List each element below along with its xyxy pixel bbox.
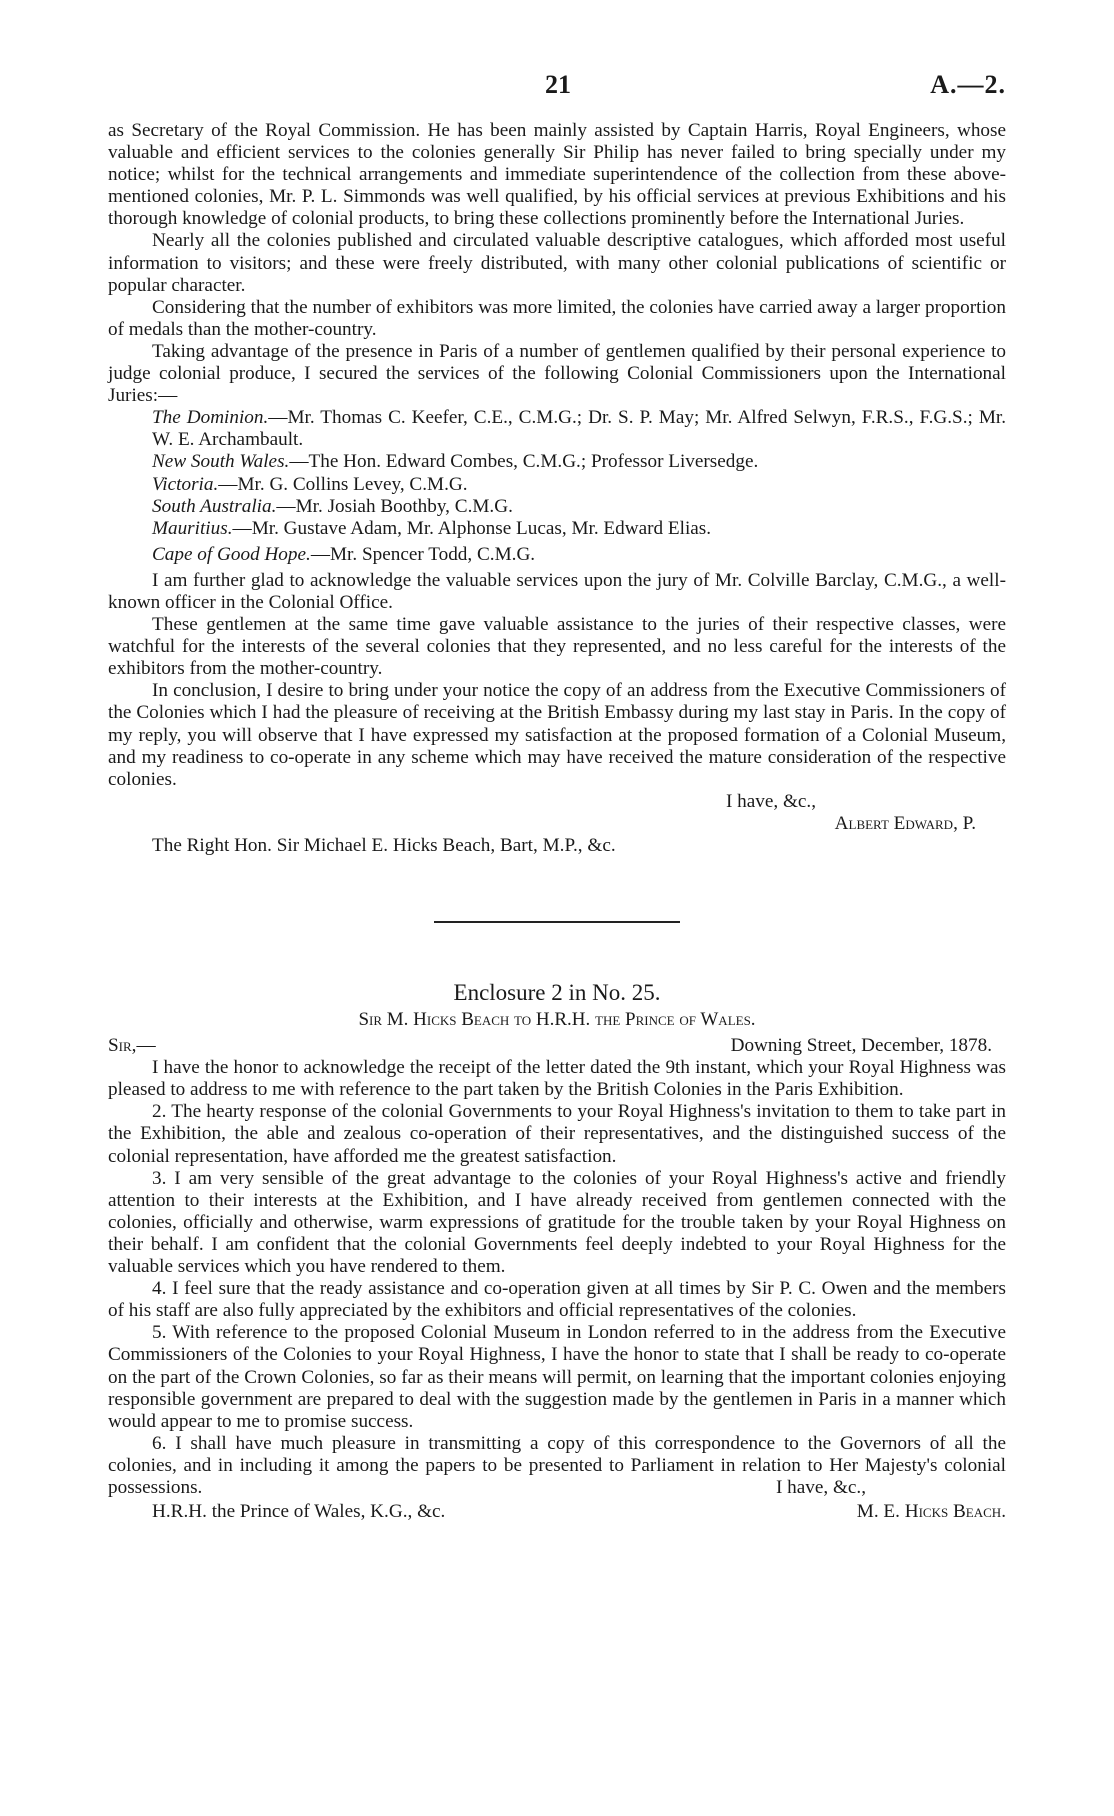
juror-names: —Mr. G. Collins Levey, C.M.G. (218, 473, 468, 495)
section-divider (434, 921, 680, 923)
page-number: 21 (545, 70, 571, 99)
dateline: Downing Street, December, 1878. (730, 1035, 992, 1057)
juror-entry (108, 407, 1006, 451)
paragraph: Nearly all the colonies published and circulated valuable descriptive catalogues, which afforded most useful information to visitors; and these were freely distributed, with many other colonial publications of scientific or popular character. (108, 230, 1006, 296)
page-header (0, 70, 1114, 110)
enclosure-title: Enclosure 2 in No. 25. (453, 980, 661, 1006)
paragraph-text: 6. I shall have much pleasure in transmitting a copy of this correspondence to the Governors of all the colonies, and in including it among the papers to be presented to Parliament in relation to Her Majesty's colonial possessions. (108, 1432, 1006, 1498)
paragraph: These gentlemen at the same time gave valuable assistance to the juries of their respective classes, were watchful for the interests of the several colonies that they represented, and no less careful for the interests of the exhibitors from the mother-country. (108, 614, 1006, 680)
salutation-line (108, 1035, 1006, 1057)
paragraph (108, 1433, 1006, 1499)
letter-signature: Albert Edward, P. (834, 812, 976, 834)
juror-names: —Mr. Josiah Boothby, C.M.G. (276, 495, 513, 517)
letter-addressee: The Right Hon. Sir Michael E. Hicks Beach, Bart, M.P., &c. (152, 835, 616, 856)
closing-formula: I have, &c., (725, 790, 816, 812)
colony-name: South Australia. (152, 495, 277, 517)
juror-entry (152, 518, 1006, 540)
colony-name: New South Wales. (152, 451, 290, 473)
juror-names: —The Hon. Edward Combes, C.M.G.; Professor Liversedge. (289, 451, 759, 473)
paragraph: 2. The hearty response of the colonial Governments to your Royal Highness's invitation to them to take part in the Exhibition, the able and zealous co-operation of their representatives, and the distinguished success of the colonial representation, have afforded me the greatest satisfaction. (108, 1101, 1006, 1167)
paragraph: I am further glad to acknowledge the valuable services upon the jury of Mr. Colville Barclay, C.M.G., a well-known officer in the Colonial Office. (108, 569, 1006, 613)
document-reference: A.—2. (930, 70, 1006, 99)
salutation: Sir,— (108, 1035, 156, 1057)
juror-names: —Mr. Spencer Todd, C.M.G. (310, 543, 536, 565)
paragraph: 4. I feel sure that the ready assistance and co-operation given at all times by Sir P. C. Owen and the members of his staff are also fully appreciated by the exhibitors and official representatives of the colonies. (108, 1278, 1006, 1322)
page-body (108, 120, 1006, 1523)
letter-signature: M. E. Hicks Beach. (856, 1501, 1006, 1523)
juror-names: —Mr. Thomas C. Keefer, C.E., C.M.G.; Dr. S. P. May; Mr. Alfred Selwyn, F.R.S., F.G.S.; Mr. W. E. Archambault. (152, 407, 1007, 451)
colony-name: Victoria. (152, 473, 219, 495)
juror-list (108, 407, 1006, 566)
juror-entry (152, 474, 1006, 496)
juror-entry (152, 451, 1006, 473)
paragraph: 3. I am very sensible of the great advantage to the colonies of your Royal Highness's active and friendly attention to their interests at the Exhibition, and I have already received from gentlemen connected with the colonies, officially and otherwise, warm expressions of gratitude for the trouble taken by your Royal Highness on their behalf. I am confident that the colonial Governments feel deeply indebted to your Royal Highness for the valuable services which you have rendered to them. (108, 1167, 1006, 1278)
closing-formula: I have, &c., (775, 1476, 866, 1498)
colony-name: Cape of Good Hope. (152, 543, 311, 565)
paragraph: 5. With reference to the proposed Colonial Museum in London referred to in the address from the Executive Commissioners of the Colonies to your Royal Highness, I have the honor to state that I shall be ready to co-operate on the part of the Crown Colonies, so far as their means will permit, on learning that the important colonies enjoying responsible government are prepared to deal with the suggestion made by the gentlemen in Paris in a manner which would appear to me to promise success. (108, 1322, 1006, 1432)
juror-entry (152, 544, 1006, 566)
letter-closer (108, 1501, 1006, 1523)
paragraph: Taking advantage of the presence in Paris of a number of gentlemen qualified by their personal experience to judge colonial produce, I secured the services of the following Colonial Commissioners upon the International Juries:— (108, 340, 1006, 407)
colony-name: The Dominion. (152, 407, 269, 429)
enclosure-subtitle: Sir M. Hicks Beach to H.R.H. the Prince of Wales. (358, 1009, 756, 1031)
colony-name: Mauritius. (152, 517, 233, 539)
letter-addressee: H.R.H. the Prince of Wales, K.G., &c. (152, 1501, 446, 1523)
juror-entry (152, 496, 1006, 518)
paragraph: I have the honor to acknowledge the receipt of the letter dated the 9th instant, which your Royal Highness was pleased to address to me with reference to the part taken by the British Colonies in the Paris Exhibition. (108, 1057, 1006, 1101)
juror-names: —Mr. Gustave Adam, Mr. Alphonse Lucas, Mr. Edward Elias. (232, 517, 712, 539)
paragraph: as Secretary of the Royal Commission. He has been mainly assisted by Captain Harris, Royal Engineers, whose valuable and efficient services to the colonies generally Sir Philip has never failed to bring specially under my notice; whilst for the technical arrangements and immediate superintendence of the collection from these above-mentioned colonies, Mr. P. L. Simmonds was well qualified, by his official services at previous Exhibitions and his thorough knowledge of colonial products, to bring these collections prominently before the International Juries. (108, 120, 1006, 230)
paragraph: In conclusion, I desire to bring under your notice the copy of an address from the Executive Commissioners of the Colonies which I had the pleasure of receiving at the British Embassy during my last stay in Paris. In the copy of my reply, you will observe that I have expressed my satisfaction at the proposed formation of a Colonial Museum, and my readiness to co-operate in any scheme which may have received the mature consideration of the respective colonies. (108, 680, 1006, 790)
paragraph: Considering that the number of exhibitors was more limited, the colonies have carried away a larger proportion of medals than the mother-country. (108, 296, 1006, 340)
